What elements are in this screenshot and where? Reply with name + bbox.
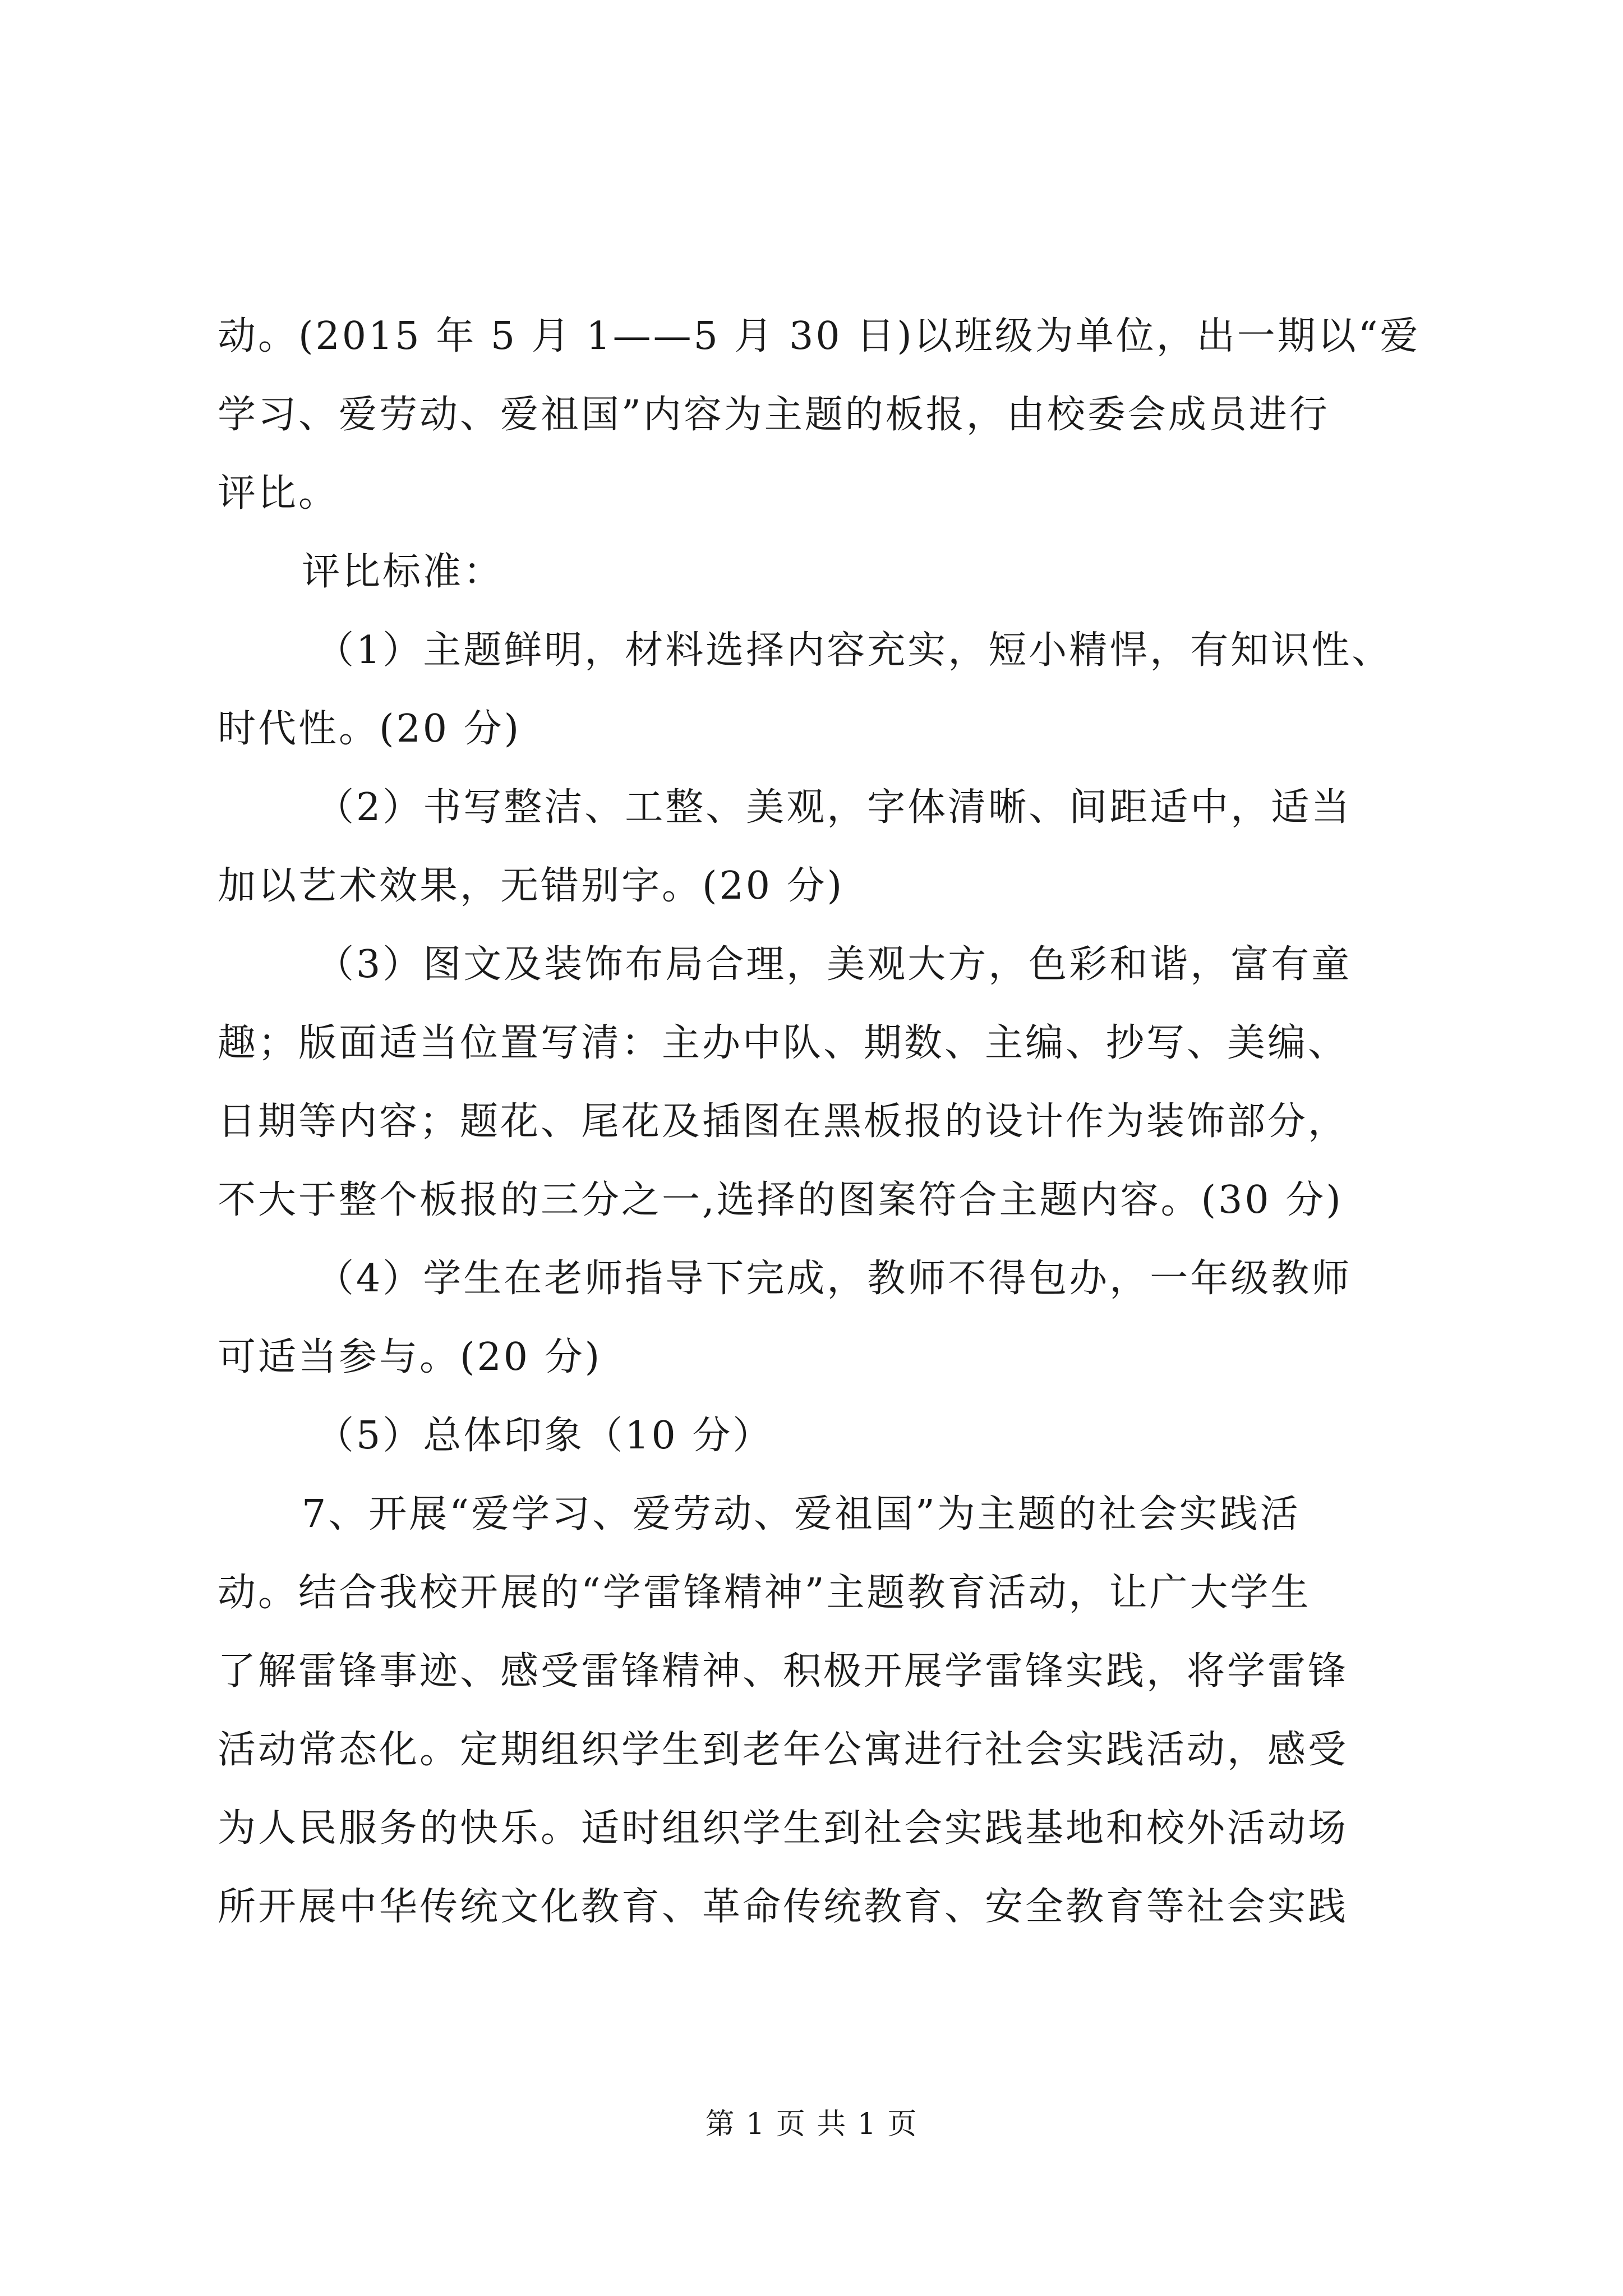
text-line: 动。结合我校开展的“学雷锋精神”主题教育活动，让广大学生 bbox=[218, 1571, 1311, 1615]
text-line: 所开展中华传统文化教育、革命传统教育、安全教育等社会实践 bbox=[218, 1885, 1349, 1929]
text-line: 加以艺术效果，无错别字。(20 分) bbox=[218, 864, 845, 908]
criterion-1-text: （1）主题鲜明，材料选择内容充实，短小精悍，有知识性、 bbox=[316, 628, 1393, 673]
text-line: 可适当参与。(20 分) bbox=[218, 1335, 602, 1379]
text-line: 了解雷锋事迹、感受雷锋精神、积极开展学雷锋实践，将学雷锋 bbox=[218, 1649, 1349, 1694]
criterion-5-text: （5）总体印象（10 分） bbox=[316, 1414, 773, 1458]
text-line: 不大于整个板报的三分之一,选择的图案符合主题内容。(30 分) bbox=[218, 1178, 1343, 1222]
text-line: 评比。 bbox=[218, 471, 339, 516]
item-7-text: 7、开展“爱学习、爱劳动、爱祖国”为主题的社会实践活 bbox=[302, 1492, 1301, 1536]
criterion-4-text: （4）学生在老师指导下完成，教师不得包办，一年级教师 bbox=[316, 1257, 1352, 1301]
criterion-3-text: （3）图文及装饰布局合理，美观大方，色彩和谐，富有童 bbox=[316, 942, 1352, 987]
document-body bbox=[218, 297, 1429, 1947]
text-line: 动。(2015 年 5 月 1——5 月 30 日)以班级为单位，出一期以“爱 bbox=[218, 314, 1421, 358]
text-line: 时代性。(20 分) bbox=[218, 707, 522, 751]
text-line: 为人民服务的快乐。适时组织学生到社会实践基地和校外活动场 bbox=[218, 1806, 1349, 1851]
section-heading-criteria: 评比标准： bbox=[302, 550, 504, 594]
page-footer: 第 1 页 共 1 页 bbox=[705, 2108, 918, 2141]
text-line: 趣；版面适当位置写清：主办中队、期数、主编、抄写、美编、 bbox=[218, 1021, 1349, 1065]
text-line: 活动常态化。定期组织学生到老年公寓进行社会实践活动，感受 bbox=[218, 1728, 1349, 1772]
text-line: 学习、爱劳动、爱祖国”内容为主题的板报，由校委会成员进行 bbox=[218, 393, 1330, 437]
text-line: 日期等内容；题花、尾花及插图在黑板报的设计作为装饰部分， bbox=[218, 1099, 1349, 1144]
criterion-2-text: （2）书写整洁、工整、美观，字体清晰、间距适中，适当 bbox=[316, 785, 1352, 830]
